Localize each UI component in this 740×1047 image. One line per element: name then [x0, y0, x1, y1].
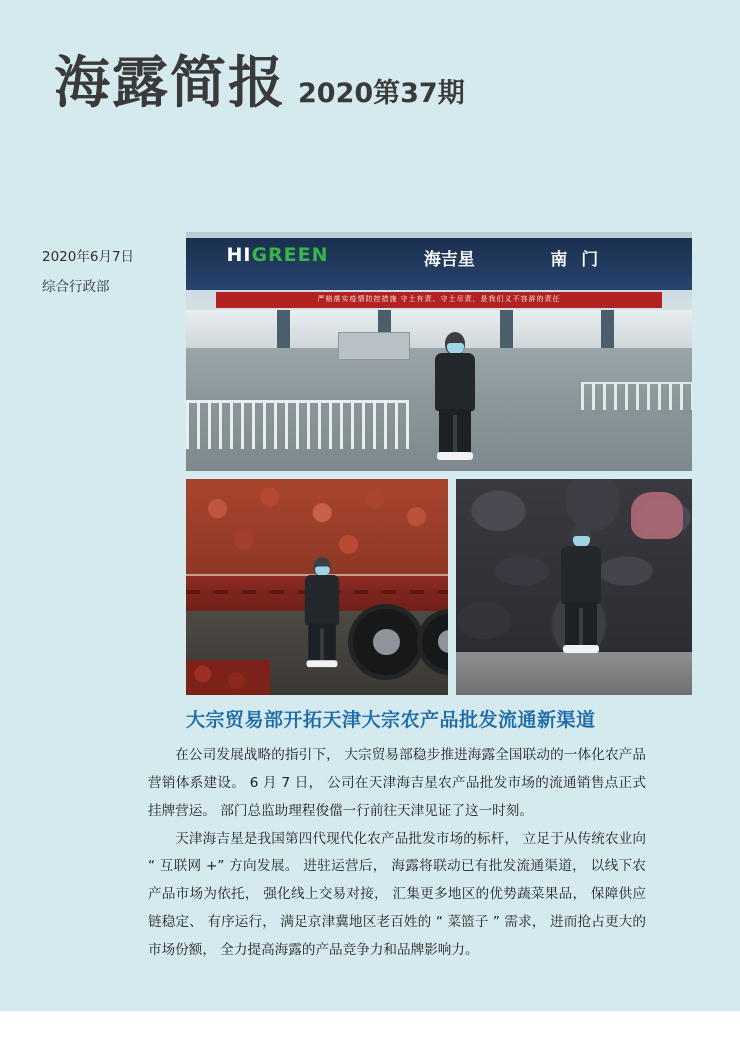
photo-onion-truck: [186, 479, 448, 695]
person-figure: [300, 557, 345, 669]
person-shoes: [437, 452, 473, 460]
person-figure: [555, 525, 607, 655]
masthead: [0, 51, 740, 136]
wheel-hub: [373, 629, 399, 655]
publish-date: 2020年6月7日: [42, 249, 135, 265]
booth-pillar: [277, 310, 290, 350]
footer-band: [0, 1011, 740, 1047]
page-title: 海露简报: [54, 51, 286, 116]
photo-sack-stack: [456, 479, 692, 695]
article-paragraph: 天津海吉星是我国第四代现代化农产品批发市场的标杆， 立足于从传统农业向 “ 互联网 +” 方向发展。 进驻运营后， 海露将联动已有批发流通渠道， 以线下农产品市场为依托， 强化线上交易对接， 汇集更多地区的优势蔬菜果品， 保障供应链稳定、 有序运行， 满足京津冀地区老百姓的 “ 菜篮子 ” 需求， 进而抢占更大的市场份额， 全力提高海露的产品竞争力和品牌影响力。: [148, 830, 646, 959]
department-name: 综合行政部: [42, 278, 110, 295]
article-body: [148, 742, 646, 965]
person-legs: [565, 602, 597, 648]
person-figure: [429, 332, 481, 462]
warehouse-floor: [456, 652, 692, 695]
article-paragraph: 在公司发展战略的指引下， 大宗贸易部稳步推进海露全国联动的一体化农产品营销体系建设。 6 月 7 日， 公司在天津海吉星农产品批发市场的流通销售点正式挂牌营运。 部门总监助理程俊儅一行前往天津见证了这一时刻。: [148, 747, 646, 819]
photo-market-gate: [186, 232, 692, 471]
person-legs: [308, 623, 336, 663]
guard-fence: [186, 400, 409, 449]
person-torso: [561, 546, 601, 604]
higreen-logo: HIGREEN: [226, 244, 329, 266]
guard-fence: [581, 382, 692, 410]
person-shoes: [563, 645, 599, 653]
meta-block: [42, 243, 172, 302]
booth-pillar: [500, 310, 513, 350]
person-torso: [435, 353, 475, 411]
background-truck: [338, 332, 410, 360]
epidemic-banner: 严格落实疫情防控措施 守土有责、守土尽责，是我们义不容辞的责任: [216, 292, 661, 308]
person-torso: [305, 575, 339, 625]
person-legs: [439, 409, 471, 455]
red-mesh-bags: [186, 660, 270, 695]
photo-gallery: [186, 232, 692, 695]
article-headline: 大宗贸易部开拓天津大宗农产品批发流通新渠道: [186, 709, 596, 731]
person-shoes: [307, 660, 338, 667]
pink-sack: [631, 492, 683, 540]
wheel-hub: [438, 630, 448, 652]
issue-number: 2020第37期: [298, 78, 465, 109]
booth-pillar: [601, 310, 614, 350]
gate-name-label: 南 门: [550, 250, 603, 270]
market-name-label: 海吉星: [423, 250, 475, 270]
photo-row-bottom: [186, 479, 692, 695]
